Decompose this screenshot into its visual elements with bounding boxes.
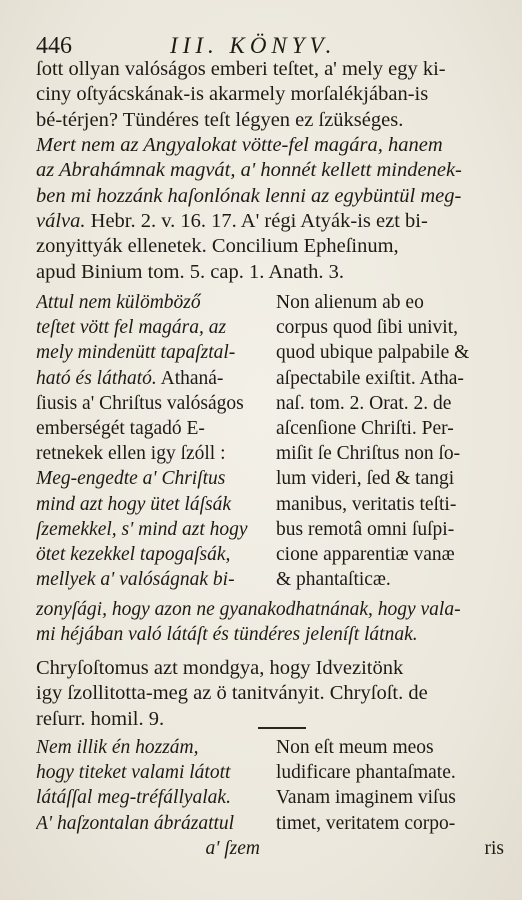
text-line: mellyek a' valóságnak bi- [36, 569, 235, 591]
text-line: bus remotâ omni ſuſpi- [276, 518, 455, 540]
text-line: naſ. tom. 2. Orat. 2. de [276, 392, 452, 414]
text-line: mind azt hogy ütet láſsák [36, 493, 231, 515]
text-line: manibus, veritatis teſti- [276, 493, 457, 515]
text-line: ciny oſtyácskának-is akarmely morſalékjában-is [36, 83, 429, 106]
text-line: bé-térjen? Tündéres teſt légyen ez ſzükséges. [36, 108, 404, 131]
text-line: aſcenſione Chriſti. Per- [276, 417, 454, 439]
text-fragment: ható és látható. [36, 367, 157, 389]
paragraph-chrysostom [36, 656, 510, 732]
page-number: 446 [36, 33, 72, 59]
text-line: Non eſt meum meos [276, 737, 434, 758]
text-line: Vanam imaginem viſus [276, 787, 456, 809]
paragraph-intro [36, 57, 510, 133]
text-line: mi héjában való látáſt és tündéres jeleníſt látnak. [36, 624, 418, 646]
text-line: apud Binium tom. 5. cap. 1. Anath. 3. [36, 260, 345, 283]
text-line: aſpectabile exiſtit. Atha- [276, 367, 464, 389]
text-line: ötet kezekkel tapogaſsák, [36, 543, 231, 565]
text-line: quod ubique palpabile & [276, 342, 470, 364]
text-fragment: Athaná- [160, 367, 224, 389]
text-line: miſit ſe Chriſtus non ſo- [276, 443, 461, 465]
text-line: zonyſági, hogy azon ne gyanakodhatnának, hogy vala- [36, 599, 461, 620]
running-head: III. KÖNYV. [170, 33, 337, 58]
text-line: A' haſzontalan ábrázattul [36, 812, 235, 834]
text-line: retnekek ellen igy ſzóll : [36, 443, 226, 465]
text-line: zonyittyák ellenetek. Concilium Epheſinum, [36, 235, 399, 258]
paragraph-quote-italic [36, 133, 510, 209]
text-line: hogy titeket valami látott [36, 762, 231, 784]
paragraph-citation [36, 209, 510, 285]
left-column-hungarian-2 [36, 735, 268, 861]
text-line: látáſſal meg-tréfállyalak. [36, 787, 231, 809]
text-line: lum videri, ſed & tangi [276, 468, 455, 490]
section-divider [258, 727, 306, 729]
text-line: Attul nem külömböző [36, 292, 201, 313]
text-line: Meg-engedte a' Chriſtus [36, 468, 226, 490]
catchword-line: a' ſzem [205, 837, 260, 859]
text-fragment: válva. [36, 210, 86, 232]
text-line: ſiusis a' Chriſtus valóságos [36, 392, 244, 414]
text-line: Mert nem az Angyalokat vötte-fel magára, hanem [36, 134, 443, 156]
text-line: az Abrahámnak magvát, a' honnét kellett mindenek- [36, 159, 462, 182]
text-line: ſott ollyan valóságos emberi teſtet, a' mely egy ki- [36, 58, 446, 80]
text-line: ben mi hozzánk haſonlónak lenni az egybüntül meg- [36, 184, 462, 207]
text-line: mely mindenütt tapaſztal- [36, 342, 236, 364]
text-line: Nem illik én hozzám, [36, 737, 199, 758]
right-column-latin-2 [276, 735, 512, 861]
text-line: Non alienum ab eo [276, 292, 424, 313]
text-line: emberségét tagadó E- [36, 417, 205, 439]
text-line: Chryſoſtomus azt mondgya, hogy Idvezitönk [36, 657, 404, 679]
text-line: timet, veritatem corpo- [276, 812, 456, 834]
right-column-latin [276, 290, 512, 592]
text-line: reſurr. homil. 9. [36, 707, 165, 730]
text-fragment: Hebr. 2. v. 16. 17. A' régi Atyák-is ezt bi- [85, 210, 428, 232]
paragraph-continuation-italic [36, 597, 510, 647]
left-column-hungarian [36, 290, 268, 592]
catchword-line: ris [484, 837, 504, 859]
text-line: & phantaſticæ. [276, 569, 391, 591]
text-line: ſzemekkel, s' mind azt hogy [36, 518, 248, 540]
text-line: teſtet vött fel magára, az [36, 317, 227, 339]
text-line: ludificare phantaſmate. [276, 762, 456, 784]
text-line: cione apparentiæ vanæ [276, 543, 455, 565]
text-line: corpus quod ſibi univit, [276, 317, 458, 339]
text-line: igy ſzollitotta-meg az ö tanitványit. Chryſoſt. de [36, 682, 428, 705]
